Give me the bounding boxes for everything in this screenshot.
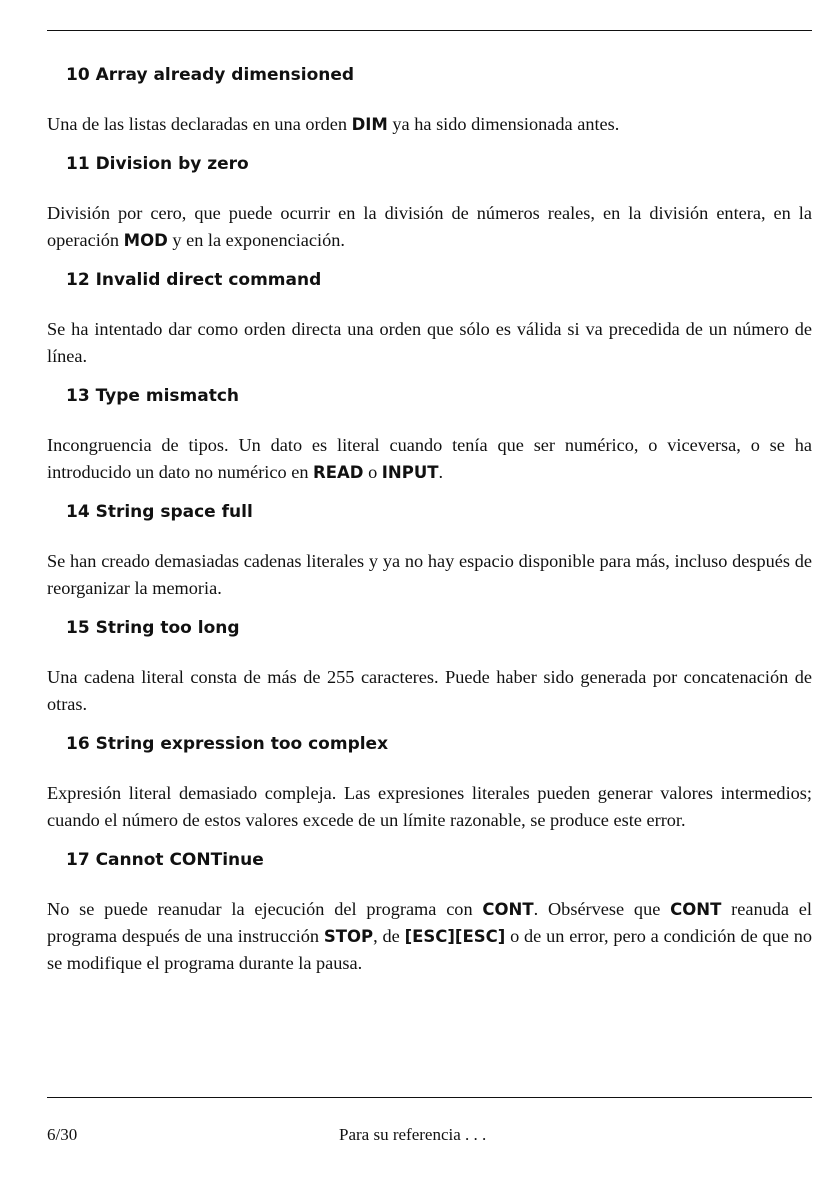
footer-rule [47,1097,812,1098]
error-description [47,200,812,254]
error-entry [47,615,812,718]
description-text: y en la exponenciación. [167,230,345,250]
error-entry [47,499,812,602]
error-entry [47,383,812,486]
keyword: READ [313,463,364,482]
error-title: 16 String expression too complex [66,734,389,754]
keyword: MOD [123,231,168,250]
error-title: 15 String too long [66,618,240,638]
error-description [47,896,812,977]
keyword: STOP [323,927,374,946]
error-description [47,111,812,138]
description-text: . [438,462,444,482]
keyword: DIM [351,115,388,134]
error-description [47,664,812,718]
keyword: INPUT [381,463,439,482]
error-entry [47,151,812,254]
description-text: ya ha sido dimensionada antes. [387,114,620,134]
running-title: Para su referencia . . . [339,1125,487,1144]
error-title: 10 Array already dimensioned [66,65,355,85]
description-text: Se han creado demasiadas cadenas literales y ya no hay espacio disponible para más, incluso después de reorganizar la memoria. [47,551,812,598]
description-text: Se ha intentado dar como orden directa una orden que sólo es válida si va precedida de un número de línea. [47,319,812,366]
description-text: reanuda el programa después de una instrucción [47,899,812,946]
error-list [47,62,812,977]
error-entry [47,731,812,834]
description-text: , de [373,926,405,946]
description-text: o [363,462,382,482]
description-text: o de un error, pero a condición de que no se modifique el programa durante la pausa. [47,926,813,973]
keyword: CONT [482,900,534,919]
description-text: . Obsérvese que [533,899,671,919]
description-text: Incongruencia de tipos. Un dato es literal cuando tenía que ser numérico, o viceversa, o se ha introducido un dato no numérico en [47,435,812,482]
error-title: 12 Invalid direct command [66,270,322,290]
error-description [47,780,812,834]
error-title: 13 Type mismatch [66,386,240,406]
page-footer [47,1123,812,1147]
keyword: [ESC][ESC] [404,927,506,946]
error-description [47,432,812,486]
error-entry [47,267,812,370]
top-rule [47,30,812,31]
description-text: Una cadena literal consta de más de 255 caracteres. Puede haber sido generada por concatenación de otras. [47,667,812,714]
error-description [47,316,812,370]
error-title: 14 String space full [66,502,253,522]
page-number: 6/30 [47,1125,78,1144]
description-text: Expresión literal demasiado compleja. Las expresiones literales pueden generar valores intermedios; cuando el número de estos valores excede de un límite razonable, se produce este error. [47,783,812,830]
description-text: Una de las listas declaradas en una orden [47,114,352,134]
error-title: 17 Cannot CONTinue [66,850,264,870]
description-text: División por cero, que puede ocurrir en la división de números reales, en la división entera, en la operación [47,203,812,250]
keyword: CONT [670,900,722,919]
description-text: No se puede reanudar la ejecución del programa con [47,899,483,919]
error-entry [47,62,812,138]
error-description [47,548,812,602]
error-title: 11 Division by zero [66,154,249,174]
error-entry [47,847,812,977]
